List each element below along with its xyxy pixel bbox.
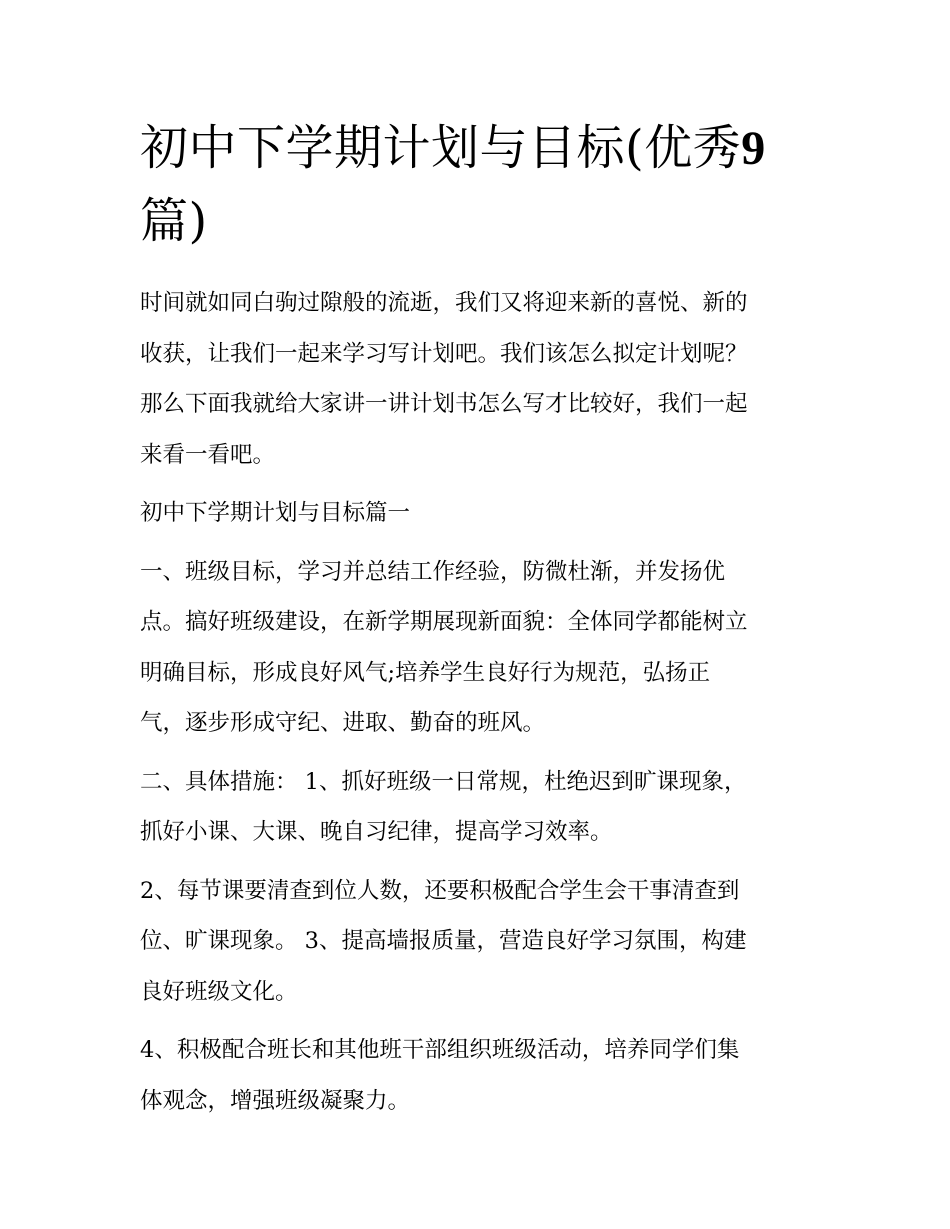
text-line: 一、班级目标，学习并总结工作经验，防微杜渐，并发扬优 (140, 558, 726, 585)
intro-paragraph (140, 278, 812, 480)
section-heading (140, 488, 812, 539)
text-line: 明确目标，形成良好风气;培养学生良好行为规范，弘扬正 (140, 659, 711, 686)
text-line: 收获，让我们一起来学习写计划吧。我们该怎么拟定计划呢？ (140, 340, 748, 367)
text-line: 体观念，增强班级凝聚力。 (140, 1087, 411, 1114)
title-suffix: 篇) (140, 193, 208, 249)
text-line: 初中下学期计划与目标篇一 (140, 500, 411, 526)
text-line: 点。搞好班级建设，在新学期展现新面貌：全体同学都能树立 (140, 609, 748, 635)
text-line: 来看一看吧。 (140, 441, 276, 468)
document-body (140, 278, 812, 1134)
measure-4-paragraph (140, 1025, 812, 1126)
title-text: 初中下学期计划与目标(优秀 (140, 120, 742, 176)
measure-2-paragraph (140, 866, 812, 1018)
text-line: 良好班级文化。 (140, 978, 298, 1005)
document-title (140, 112, 810, 257)
text-line: 那么下面我就给大家讲一讲计划书怎么写才比较好，我们一起 (140, 391, 748, 417)
text-line: 位、旷课现象。 3、提高墙报质量，营造良好学习氛围，构建 (140, 928, 747, 954)
text-line: 抓好小课、大课、晚自习纪律，提高学习效率。 (140, 819, 613, 845)
text-line: 时间就如同白驹过隙般的流逝，我们又将迎来新的喜悦、新的 (140, 290, 748, 316)
class-goal-paragraph (140, 547, 812, 749)
text-line: 4、积极配合班长和其他班干部组织班级活动，培养同学们集 (140, 1037, 740, 1063)
text-line: 2、每节课要清查到位人数，还要积极配合学生会干事清查到 (140, 877, 740, 904)
text-line: 二、具体措施： 1、抓好班级一日常规，杜绝迟到旷课现象， (140, 768, 747, 795)
text-line: 气，逐步形成守纪、进取、勤奋的班风。 (140, 710, 546, 736)
measures-paragraph (140, 757, 812, 858)
title-number: 9 (741, 122, 766, 175)
